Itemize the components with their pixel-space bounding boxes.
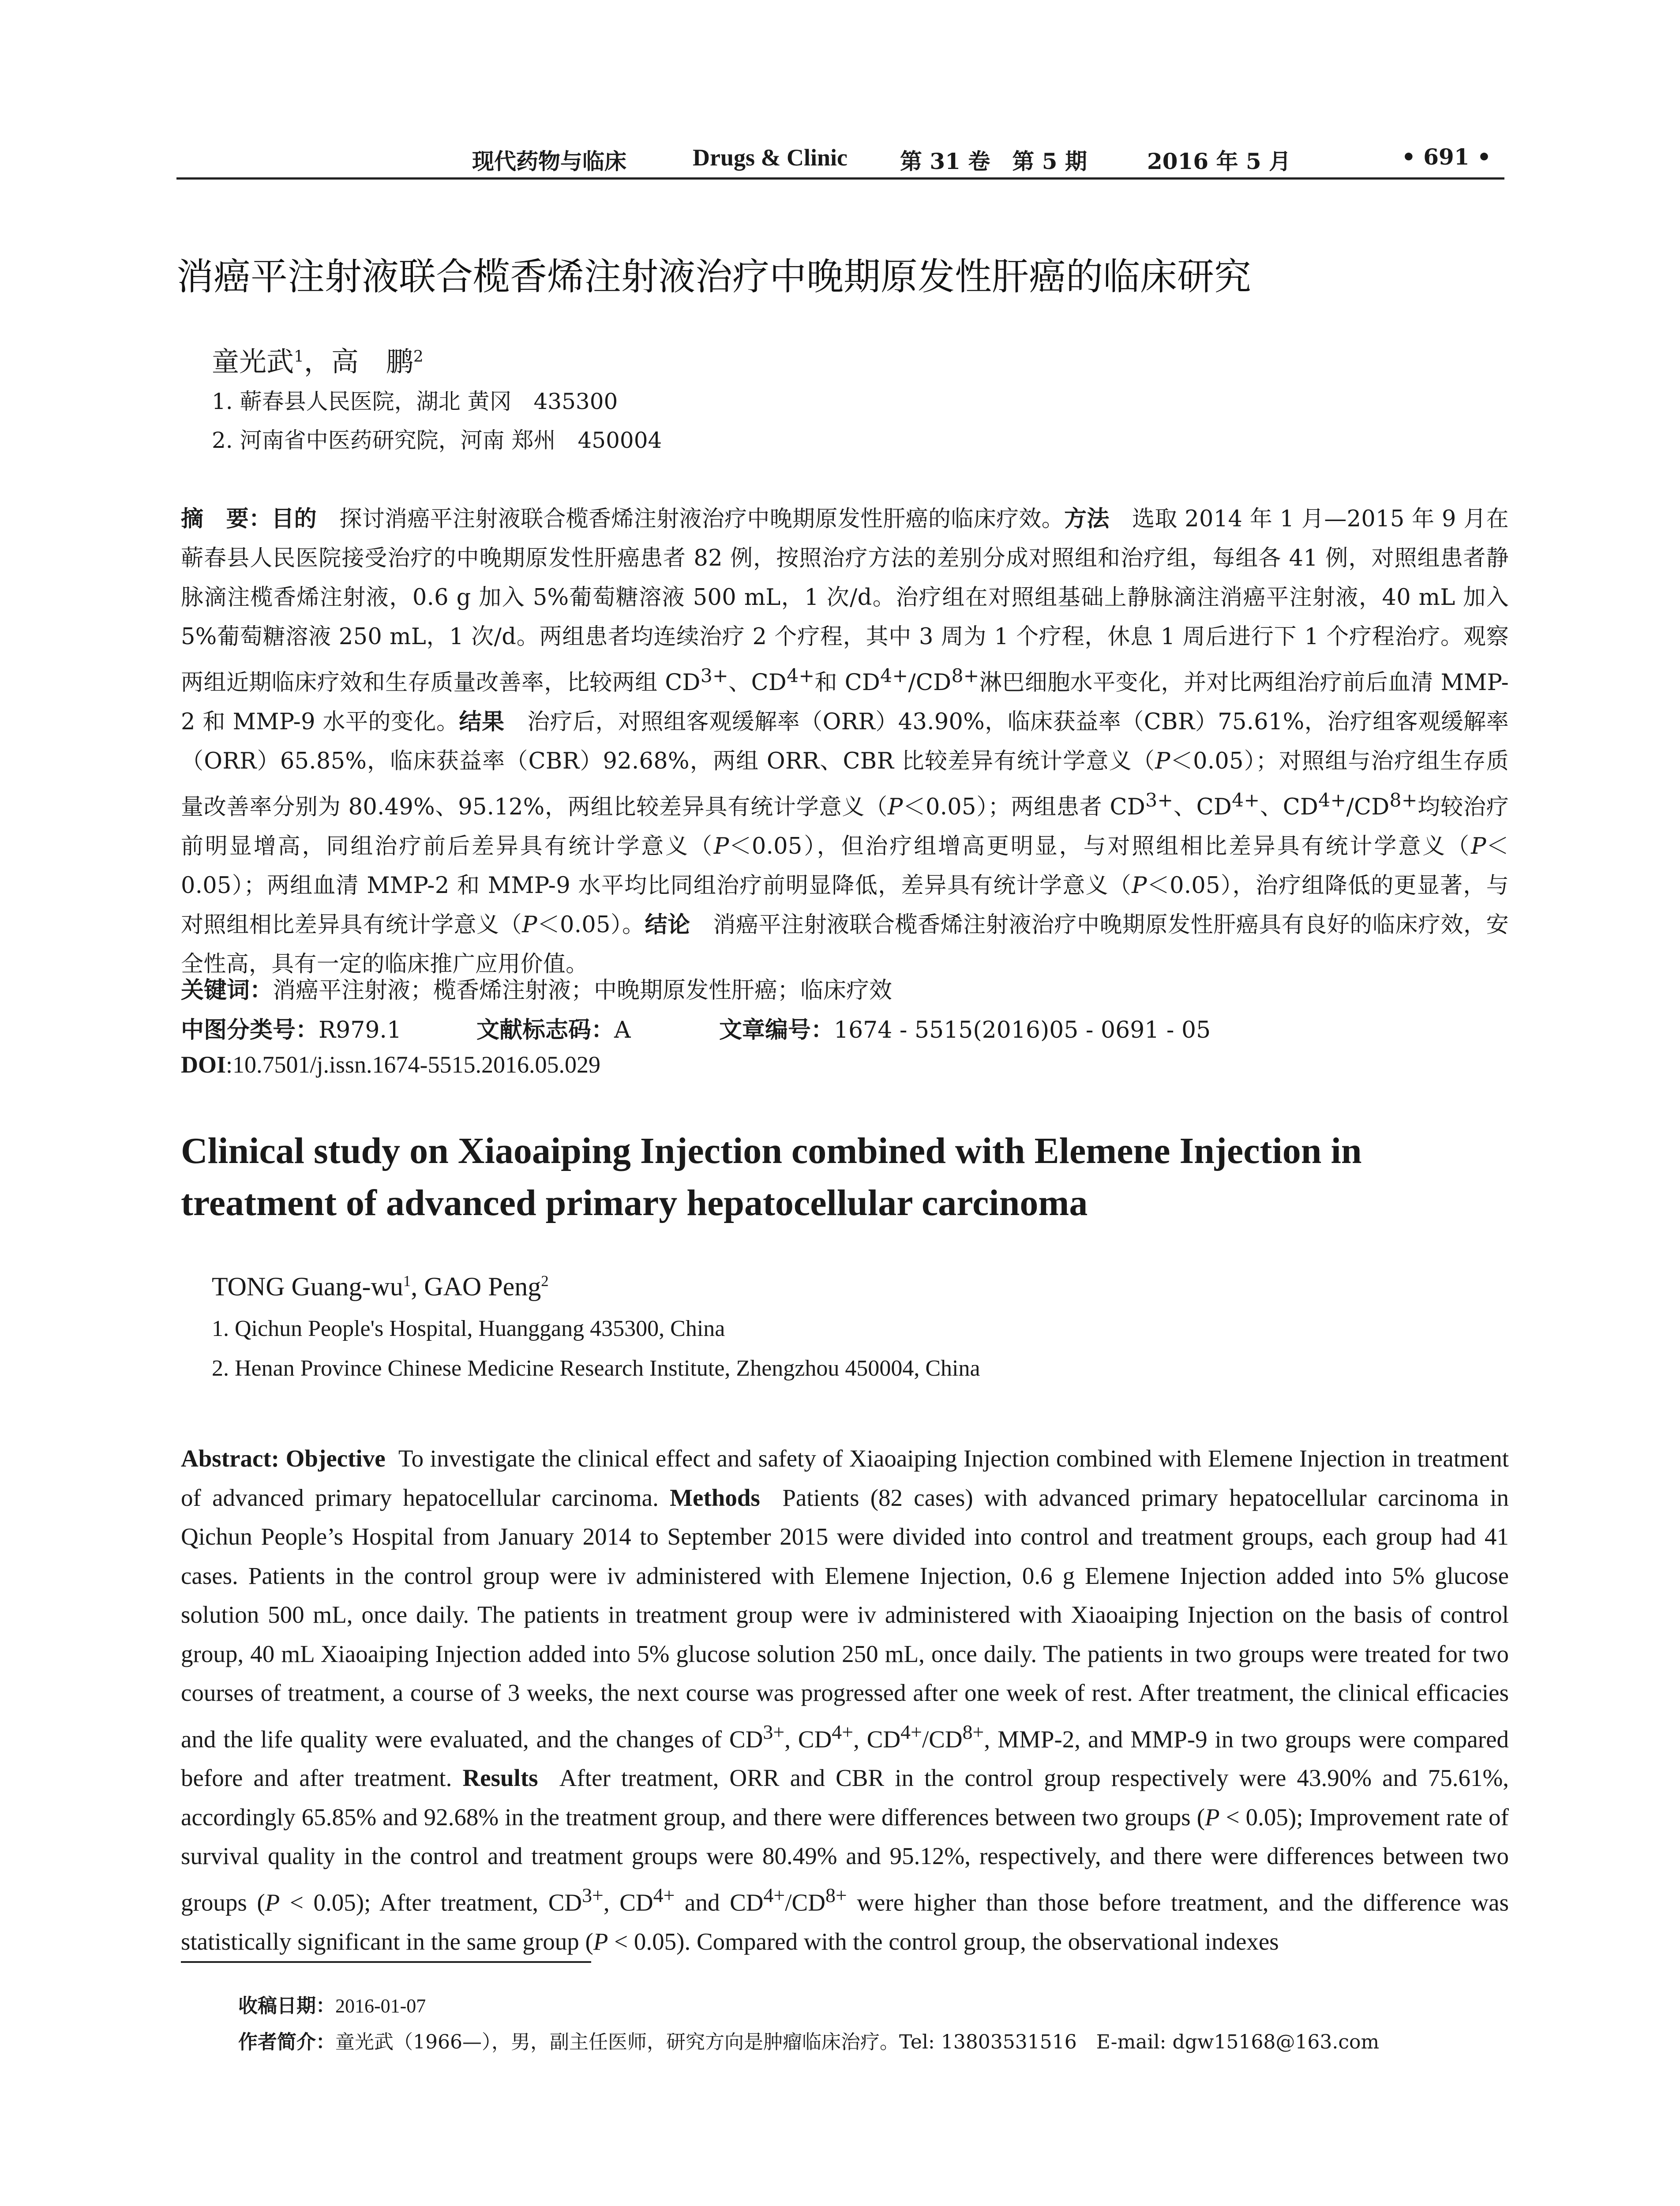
p-symbol: P: [1205, 1803, 1220, 1831]
authors-cn: [212, 340, 424, 379]
abstract-text: < 0.05); Improvement rate of survival quality in the control and treatment groups were 80.49% and 95.12%, respectively, and there were differences between two groups (: [181, 1803, 1509, 1916]
superscript: 3+: [1145, 790, 1174, 811]
doccode-label: 文献标志码：: [476, 1017, 615, 1043]
abstract-text: After treatment, ORR and CBR in the control group respectively were 43.90% and 75.61%, accordingly 65.85% and 92.68% in the treatment group, and there were differences between two groups (: [181, 1764, 1509, 1831]
journal-name-cn: 现代药物与临床: [472, 148, 626, 174]
abstract-text: < 0.05). Compared with the control group, the observational indexes: [608, 1928, 1279, 1955]
clc-value: R979.1: [319, 1017, 402, 1043]
author-name: 高 鹏: [331, 345, 413, 378]
abstract-text: 淋巴细胞水平变化，并对比两组治疗前后血清 MMP-2 和 MMP-9 水平的变化。: [181, 670, 1509, 735]
clc-label: 中图分类号：: [181, 1017, 319, 1043]
section-label: Results: [462, 1764, 538, 1792]
abstract-label: Abstract: Objective: [181, 1445, 386, 1472]
superscript: 4+: [653, 1883, 675, 1906]
abstract-text: 均较治疗前明显增高，同组治疗前后差异具有统计学意义（: [181, 794, 1509, 859]
abstract-text: /CD: [908, 670, 952, 696]
document-code: [476, 1011, 631, 1044]
abstract-text: 、CD: [728, 670, 787, 696]
doccode-value: A: [614, 1017, 631, 1043]
p-symbol: P: [888, 794, 903, 820]
p-symbol: P: [1155, 748, 1170, 774]
abstract-text: ＜0.05），但治疗组增高更明显，与对照组相比差异具有统计学意义（: [729, 833, 1471, 859]
affiliation-cn: 2. 河南省中医药研究院，河南 郑州 450004: [212, 428, 662, 453]
author-name: 童光武: [212, 345, 294, 378]
running-header: [176, 140, 1504, 180]
superscript: 4+: [900, 1720, 922, 1743]
author-separator: ，: [304, 345, 331, 378]
abstract-text: 消癌平注射液联合榄香烯注射液治疗中晚期原发性肝癌具有良好的临床疗效，安全性高，具有一定的临床推广应用价值。: [181, 912, 1509, 977]
footnote-divider: [181, 1961, 591, 1963]
affiliation-marker: 2: [413, 347, 424, 366]
abstract-text: , CD: [853, 1725, 901, 1752]
abstract-text: ＜0.05）；两组血清 MMP-2 和 MMP-9 水平均比同组治疗前明显降低，差异具有统计学意义（: [181, 833, 1509, 899]
authors-en: [212, 1272, 549, 1302]
section-label: 方法: [1064, 506, 1110, 532]
received-value: 2016-01-07: [335, 1995, 426, 2017]
page-number: • 691 •: [1401, 144, 1491, 170]
section-label: Methods: [670, 1484, 760, 1511]
keywords-label: 关键词：: [181, 977, 273, 1004]
doi-value: :10.7501/j.issn.1674-5515.2016.05.029: [226, 1051, 601, 1078]
abstract-text: ＜0.05）；两组患者 CD: [903, 794, 1146, 820]
superscript: 3+: [582, 1883, 604, 1906]
abstract-text: To investigate the clinical effect and safety of Xiaoaiping Injection combined with Elemene Injection in treatment of advanced primary hepatocellular carcinoma.: [181, 1445, 1509, 1511]
abstract-text: 选取 2014 年 1 月—2015 年 9 月在蕲春县人民医院接受治疗的中晚期原发性肝癌患者 82 例，按照治疗方法的差别分成对照组和治疗组，每组各 41 例，对照组患者静脉滴注榄香烯注射液，0.6 g 加入 5%葡萄糖溶液 500 mL，1 次/d。治疗组在对照组基础上静脉滴注消癌平注射液，40 mL 加入 5%葡萄糖溶液 250 mL，1 次/d。两组患者均连续治疗 2 个疗程，其中 3 周为 1 个疗程，休息 1 周后进行下 1 个疗程治疗。观察两组近期临床疗效和生存质量改善率，比较两组 CD: [181, 506, 1509, 696]
doi-line: [181, 1051, 600, 1078]
p-symbol: P: [713, 833, 729, 859]
p-symbol: P: [265, 1889, 280, 1916]
title-en: Clinical study on Xiaoaiping Injection combined with Elemene Injection in treatment of advanced primary hepatocellular carcinoma: [181, 1130, 1362, 1223]
superscript: 4+: [880, 665, 908, 687]
issue-date: 2016 年 5 月: [1147, 148, 1291, 174]
classification-line: [181, 1011, 401, 1044]
superscript: 4+: [1232, 790, 1260, 811]
affiliation-marker: 2: [541, 1272, 549, 1290]
superscript: 8+: [1389, 790, 1418, 811]
abstract-text: 治疗后，对照组客观缓解率（ORR）43.90%，临床获益率（CBR）75.61%，治疗组客观缓解率（ORR）65.85%，临床获益率（CBR）92.68%，两组 ORR、CBR 比较差异有统计学意义（: [181, 709, 1509, 774]
volume-issue: 第 31 卷 第 5 期: [900, 148, 1087, 174]
superscript: 4+: [787, 665, 815, 687]
superscript: 8+: [825, 1883, 847, 1906]
superscript: 3+: [763, 1720, 785, 1743]
section-label: 结论: [645, 912, 690, 938]
author-bio-label: 作者简介：: [238, 2031, 335, 2053]
superscript: 8+: [962, 1720, 984, 1743]
abstract-text: 、CD: [1173, 794, 1232, 820]
p-symbol: P: [522, 912, 537, 938]
abstract-text: /CD: [922, 1725, 963, 1752]
section-label: 目的: [271, 506, 317, 532]
affiliation-marker: 1: [294, 347, 304, 366]
abstract-text: ＜0.05）；对照组与治疗组生存质量改善率分别为 80.49%、95.12%，两组比较差异具有统计学意义（: [181, 748, 1509, 820]
p-symbol: P: [1471, 833, 1486, 859]
article-number: [719, 1011, 1211, 1044]
title-cn: 消癌平注射液联合榄香烯注射液治疗中晚期原发性肝癌的临床研究: [176, 255, 1252, 298]
abstract-text: ＜0.05），治疗组降低的更显著，与对照组相比差异具有统计学意义（: [181, 873, 1509, 938]
abstract-text: 和 CD: [814, 670, 881, 696]
abstract-text: , MMP-2, and MMP-9 in two groups were compared before and after treatment.: [181, 1725, 1509, 1792]
superscript: 3+: [700, 665, 728, 687]
affiliation-cn: 1. 蕲春县人民医院，湖北 黄冈 435300: [212, 389, 618, 414]
keywords-text: 消癌平注射液；榄香烯注射液；中晚期原发性肝癌；临床疗效: [273, 977, 892, 1004]
abstract-cn: [181, 499, 1509, 984]
abstract-text: < 0.05); After treatment, CD: [280, 1889, 582, 1916]
doi-label: DOI: [181, 1051, 226, 1078]
abstract-text: /CD: [785, 1889, 825, 1916]
abstract-text: Patients (82 cases) with advanced primary hepatocellular carcinoma in Qichun People’s Hospital from January 2014 to September 2015 were divided into control and treatment groups, each group had 41 cases. Patients in the control group were iv administered with Elemene Injection, 0.6 g Elemene Injection added into 5% glucose solution 500 mL, once daily. The patients in treatment group were iv administered with Xiaoaiping Injection on the basis of control group, 40 mL Xiaoaiping Injection added into 5% glucose solution 250 mL, once daily. The patients in two groups were treated for two courses of treatment, a course of 3 weeks, the next course was progressed after one week of rest. After treatment, the clinical efficacies and the life quality were evaluated, and the changes of CD: [181, 1484, 1509, 1752]
received-label: 收稿日期：: [238, 1995, 335, 2017]
section-label: 结果: [459, 709, 505, 735]
superscript: 4+: [763, 1883, 785, 1906]
author-separator: ,: [411, 1272, 424, 1301]
abstract-text: , CD: [603, 1889, 653, 1916]
abstract-text: /CD: [1346, 794, 1390, 820]
articleno-label: 文章编号：: [719, 1017, 834, 1043]
received-date: [238, 1990, 426, 2018]
keywords-cn: [181, 972, 892, 1005]
superscript: 4+: [1318, 790, 1346, 811]
abstract-text: , CD: [784, 1725, 832, 1752]
abstract-text: 探讨消癌平注射液联合榄香烯注射液治疗中晚期原发性肝癌的临床疗效。: [339, 506, 1065, 532]
abstract-label: 摘 要：: [181, 506, 272, 532]
p-symbol: P: [1132, 873, 1147, 899]
abstract-text: were higher than those before treatment, and the difference was statistically significant in the same group (: [181, 1889, 1509, 1955]
abstract-text: ＜0.05）。: [537, 912, 645, 938]
superscript: 4+: [832, 1720, 854, 1743]
author-name: GAO Peng: [424, 1272, 541, 1301]
abstract-en: [181, 1439, 1509, 1961]
superscript: 8+: [951, 665, 979, 687]
journal-name-en: Drugs & Clinic: [693, 144, 848, 171]
abstract-text: 、CD: [1260, 794, 1319, 820]
author-bio: [238, 2026, 1379, 2054]
affiliation-en: 2. Henan Province Chinese Medicine Research Institute, Zhengzhou 450004, China: [212, 1356, 980, 1381]
author-bio-text: 童光武（1966—），男，副主任医师，研究方向是肿瘤临床治疗。Tel: 13803531516 E-mail: dgw15168@163.com: [335, 2031, 1380, 2053]
affiliation-en: 1. Qichun People's Hospital, Huanggang 435300, China: [212, 1316, 725, 1341]
abstract-text: and CD: [675, 1889, 764, 1916]
author-name: TONG Guang-wu: [212, 1272, 403, 1301]
affiliation-marker: 1: [403, 1272, 411, 1290]
p-symbol: P: [593, 1928, 608, 1955]
articleno-value: 1674 - 5515(2016)05 - 0691 - 05: [834, 1017, 1211, 1043]
